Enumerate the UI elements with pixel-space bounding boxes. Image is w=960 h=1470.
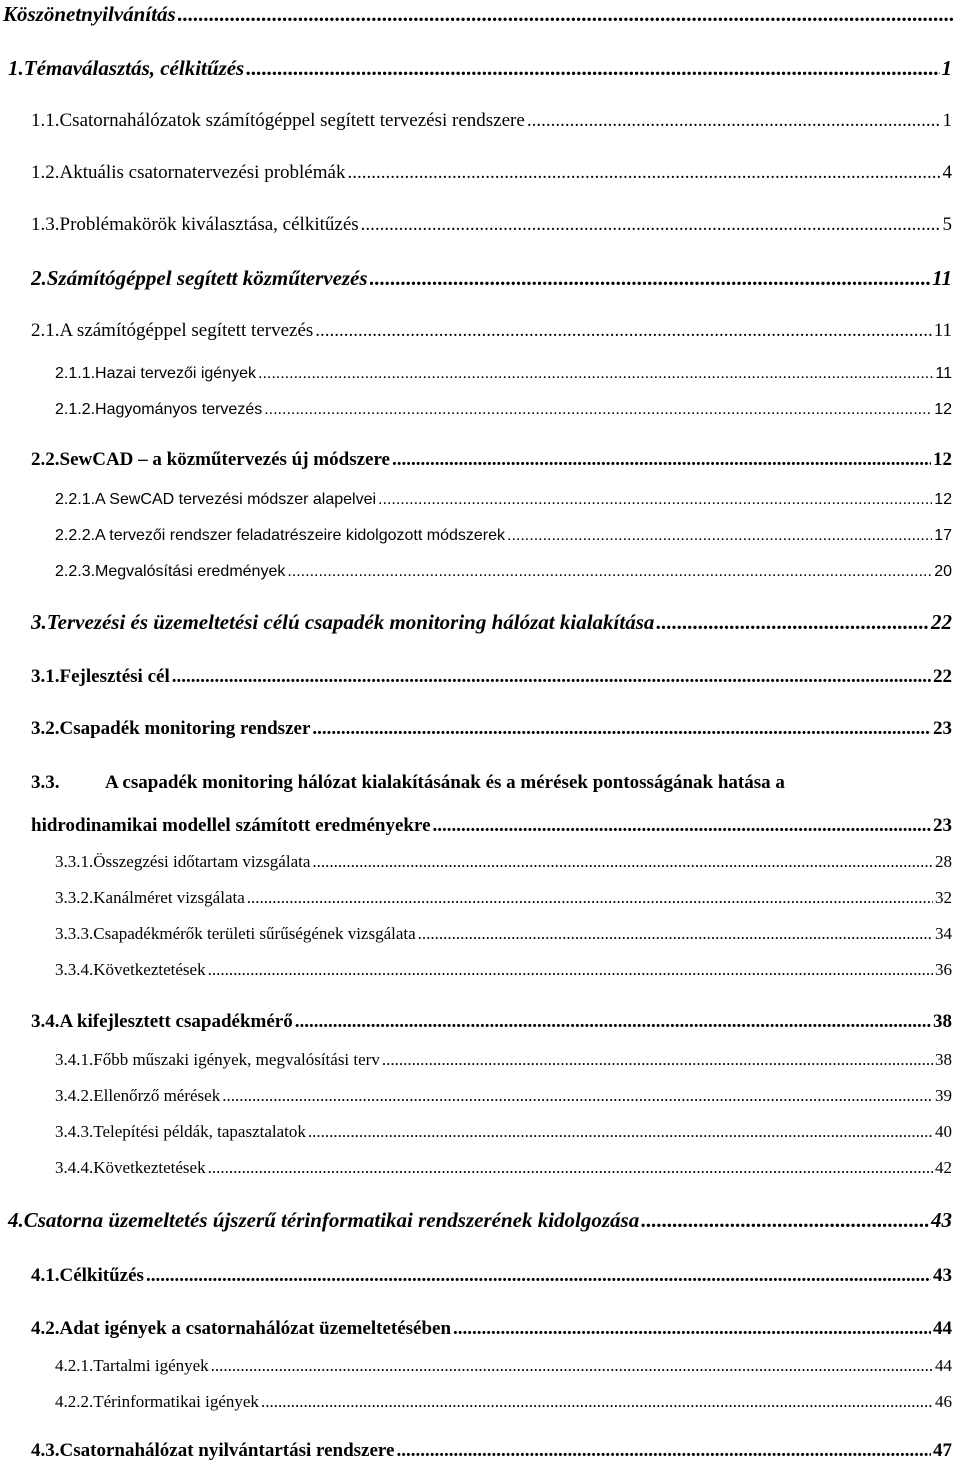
toc-entry-title: Ellenőrző mérések [93, 1086, 221, 1105]
toc-entry-page: 43 [931, 1208, 952, 1232]
toc-entry-title: Következtetések [93, 1158, 206, 1177]
toc-entry[interactable] [31, 815, 952, 837]
toc-leader-dots [433, 815, 931, 837]
toc-entry-title: Csatornahálózatok számítógéppel segített tervezési rendszere [59, 110, 525, 131]
toc-leader-dots [146, 1265, 931, 1287]
toc-entry[interactable] [31, 1265, 952, 1287]
toc-entry[interactable] [55, 960, 952, 980]
toc-leader-dots [453, 1318, 931, 1340]
toc-entry-number: 3.4.1. [55, 1050, 94, 1069]
toc-entry-number: 1.3. [31, 214, 60, 235]
toc-entry-number: 3. [31, 610, 47, 634]
toc-entry-page: 47 [933, 1440, 952, 1461]
toc-leader-dots [641, 1208, 929, 1233]
toc-entry-number: 1. [8, 56, 24, 80]
toc-leader-dots [370, 266, 931, 291]
toc-entry[interactable] [55, 888, 952, 908]
toc-entry-page: 4 [942, 162, 952, 183]
toc-leader-dots [211, 1356, 933, 1376]
toc-entry-number: 2.1. [31, 320, 60, 341]
toc-entry-page: 11 [932, 266, 952, 290]
toc-entry-page: 34 [935, 924, 952, 943]
toc-entry-page: 23 [933, 718, 952, 739]
toc-leader-dots [264, 401, 932, 419]
toc-entry-title: A kifejlesztett csapadékmérő [59, 1011, 293, 1032]
toc-entry-number: 2.1.1. [55, 365, 96, 382]
toc-entry[interactable] [31, 110, 952, 132]
toc-entry[interactable] [31, 320, 952, 342]
toc-entry[interactable] [55, 924, 952, 944]
toc-leader-dots [392, 449, 931, 471]
toc-leader-dots [396, 1440, 931, 1462]
toc-entry-title: Csapadékmérők területi sűrűségének vizsgálata [93, 924, 416, 943]
toc-entry-page: 12 [934, 491, 952, 508]
toc-entry-number: 4. [8, 1208, 24, 1232]
toc-entry-first-line[interactable] [31, 772, 785, 794]
toc-entry-title: Csapadék monitoring rendszer [59, 718, 311, 739]
toc-entry-page: 39 [935, 1086, 952, 1105]
toc-entry-number: 3.4.4. [55, 1158, 94, 1177]
toc-entry[interactable] [55, 527, 952, 545]
toc-leader-dots [247, 888, 933, 908]
toc-leader-dots [287, 563, 932, 581]
toc-entry-number: 3.4.3. [55, 1122, 94, 1141]
toc-entry[interactable] [31, 718, 952, 740]
toc-entry-title: Témaválasztás, célkitűzés [23, 56, 245, 80]
toc-entry-number: 3.4.2. [55, 1086, 94, 1105]
toc-entry[interactable] [31, 610, 952, 635]
toc-entry[interactable] [55, 1122, 952, 1142]
toc-entry-title: Megvalósítási eredmények [95, 563, 286, 580]
toc-entry-title: Telepítési példák, tapasztalatok [93, 1122, 306, 1141]
toc-entry[interactable] [31, 162, 952, 184]
toc-leader-dots [222, 1086, 933, 1106]
toc-entry-title: Következtetések [93, 960, 206, 979]
toc-entry[interactable] [8, 56, 952, 81]
toc-entry-page: 20 [934, 563, 952, 580]
toc-entry[interactable] [31, 449, 952, 471]
toc-entry-page: 44 [935, 1356, 952, 1375]
toc-entry-number: 4.3. [31, 1440, 60, 1461]
toc-entry-page: 1 [942, 110, 952, 131]
toc-entry-number: 4.2.2. [55, 1392, 94, 1411]
toc-entry-number: 3.2. [31, 718, 60, 739]
toc-leader-dots [261, 1392, 933, 1412]
toc-entry-number: 3.1. [31, 666, 60, 687]
toc-entry-title: Hazai tervezői igények [95, 365, 256, 382]
toc-leader-dots [295, 1011, 931, 1033]
toc-entry-title: A SewCAD tervezési módszer alapelvei [95, 491, 377, 508]
toc-leader-dots [208, 960, 933, 980]
toc-entry-title: A csapadék monitoring hálózat kialakításának és a mérések pontosságának hatása a [105, 772, 785, 793]
toc-entry-number: 2.1.2. [55, 401, 96, 418]
toc-entry-title: Célkitűzés [59, 1265, 144, 1286]
toc-entry[interactable] [55, 365, 952, 383]
toc-entry-page: 44 [933, 1318, 952, 1339]
toc-entry-title: Főbb műszaki igények, megvalósítási terv [93, 1050, 380, 1069]
toc-entry[interactable] [55, 401, 952, 419]
toc-leader-dots [527, 110, 941, 132]
toc-leader-dots [315, 320, 931, 342]
toc-entry-page: 23 [933, 815, 952, 836]
toc-entry-title: Fejlesztési cél [59, 666, 170, 687]
toc-entry-title: Hagyományos tervezés [95, 401, 263, 418]
toc-entry-page: 1 [941, 56, 952, 80]
toc-entry-number: 3.3.4. [55, 960, 94, 979]
toc-entry-title: A számítógéppel segített tervezés [59, 320, 314, 341]
toc-entry-page: 22 [931, 610, 952, 634]
toc-entry-page: 12 [933, 449, 952, 470]
toc-leader-dots [178, 2, 954, 27]
toc-entry[interactable] [8, 1208, 952, 1233]
toc-entry-title: Összegzési időtartam vizsgálata [93, 852, 311, 871]
toc-entry[interactable] [31, 214, 952, 236]
toc-entry-title: Tervezési és üzemeltetési célú csapadék monitoring hálózat kialakítása [46, 610, 655, 634]
toc-entry[interactable] [31, 666, 952, 688]
toc-entry-number: 3.4. [31, 1011, 60, 1032]
toc-leader-dots [312, 852, 933, 872]
toc-entry[interactable] [55, 491, 952, 509]
toc-entry-number: 3.3.2. [55, 888, 94, 907]
toc-leader-dots [507, 527, 932, 545]
toc-entry-title: Tartalmi igények [93, 1356, 209, 1375]
toc-entry[interactable] [31, 1440, 952, 1462]
toc-entry-number: 2.2. [31, 449, 60, 470]
toc-entry-title: Csatornahálózat nyilvántartási rendszere [59, 1440, 395, 1461]
toc-entry-page: 11 [935, 365, 952, 382]
toc-entry-title: Problémakörök kiválasztása, célkitűzés [59, 214, 359, 235]
toc-entry-title: Adat igények a csatornahálózat üzemeltetésében [59, 1318, 452, 1339]
toc-entry-number: 3.3. [31, 772, 60, 793]
toc-entry-title: Számítógéppel segített közműtervezés [46, 266, 368, 290]
toc-entry-number: 2.2.2. [55, 527, 96, 544]
toc-entry[interactable] [55, 1356, 952, 1376]
toc-entry[interactable] [55, 1086, 952, 1106]
toc-entry-title: Kanálméret vizsgálata [93, 888, 245, 907]
toc-leader-dots [246, 56, 939, 81]
toc-leader-dots [258, 365, 933, 383]
toc-leader-dots [308, 1122, 933, 1142]
toc-entry-title: Köszönetnyilvánítás [3, 2, 176, 26]
toc-entry-page: 38 [933, 1011, 952, 1032]
toc-leader-dots [418, 924, 933, 944]
toc-leader-dots [361, 214, 941, 236]
toc-entry-page: 42 [935, 1158, 952, 1177]
toc-leader-dots [312, 718, 931, 740]
toc-entry-page: 38 [935, 1050, 952, 1069]
toc-entry-page: 46 [935, 1392, 952, 1411]
toc-entry-page: 22 [933, 666, 952, 687]
toc-entry-title: Térinformatikai igények [93, 1392, 259, 1411]
toc-entry-page: 43 [933, 1265, 952, 1286]
toc-entry-title-continued: hidrodinamikai modellel számított eredményekre [31, 815, 431, 836]
toc-entry-title: A tervezői rendszer feladatrészeire kidolgozott módszerek [95, 527, 506, 544]
toc-entry-title: Csatorna üzemeltetés újszerű térinformatikai rendszerének kidolgozása [23, 1208, 640, 1232]
toc-entry-page: 5 [942, 214, 952, 235]
toc-entry-number: 3.3.1. [55, 852, 94, 871]
toc-entry[interactable] [55, 563, 952, 581]
toc-leader-dots [382, 1050, 933, 1070]
toc-entry-page: 36 [935, 960, 952, 979]
toc-entry-page: 28 [935, 852, 952, 871]
toc-entry-number: 2. [31, 266, 47, 290]
toc-entry[interactable] [55, 1050, 952, 1070]
toc-entry[interactable] [31, 1318, 952, 1340]
toc-entry-title: Aktuális csatornatervezési problémák [59, 162, 346, 183]
toc-entry-title: SewCAD – a közműtervezés új módszere [59, 449, 390, 470]
toc-entry-page: 11 [933, 320, 952, 341]
toc-leader-dots [656, 610, 929, 635]
toc-entry-page: 17 [934, 527, 952, 544]
toc-entry-page: 12 [934, 401, 952, 418]
toc-entry[interactable] [31, 1011, 952, 1033]
toc-entry-number: 4.2.1. [55, 1356, 94, 1375]
toc-entry[interactable] [55, 852, 952, 872]
toc-entry-number: 2.2.3. [55, 563, 96, 580]
toc-leader-dots [172, 666, 931, 688]
toc-leader-dots [378, 491, 932, 509]
toc-entry[interactable] [31, 266, 952, 291]
toc-entry-number: 3.3.3. [55, 924, 94, 943]
toc-entry-number: 4.1. [31, 1265, 60, 1286]
toc-entry[interactable] [55, 1158, 952, 1178]
toc-entry-number: 4.2. [31, 1318, 60, 1339]
toc-entry[interactable] [3, 2, 956, 27]
toc-entry-page: 40 [935, 1122, 952, 1141]
toc-leader-dots [347, 162, 940, 184]
toc-entry[interactable] [55, 1392, 952, 1412]
toc-entry-number: 2.2.1. [55, 491, 96, 508]
toc-entry-number: 1.2. [31, 162, 60, 183]
toc-entry-page: 32 [935, 888, 952, 907]
toc-leader-dots [208, 1158, 933, 1178]
toc-entry-number: 1.1. [31, 110, 60, 131]
